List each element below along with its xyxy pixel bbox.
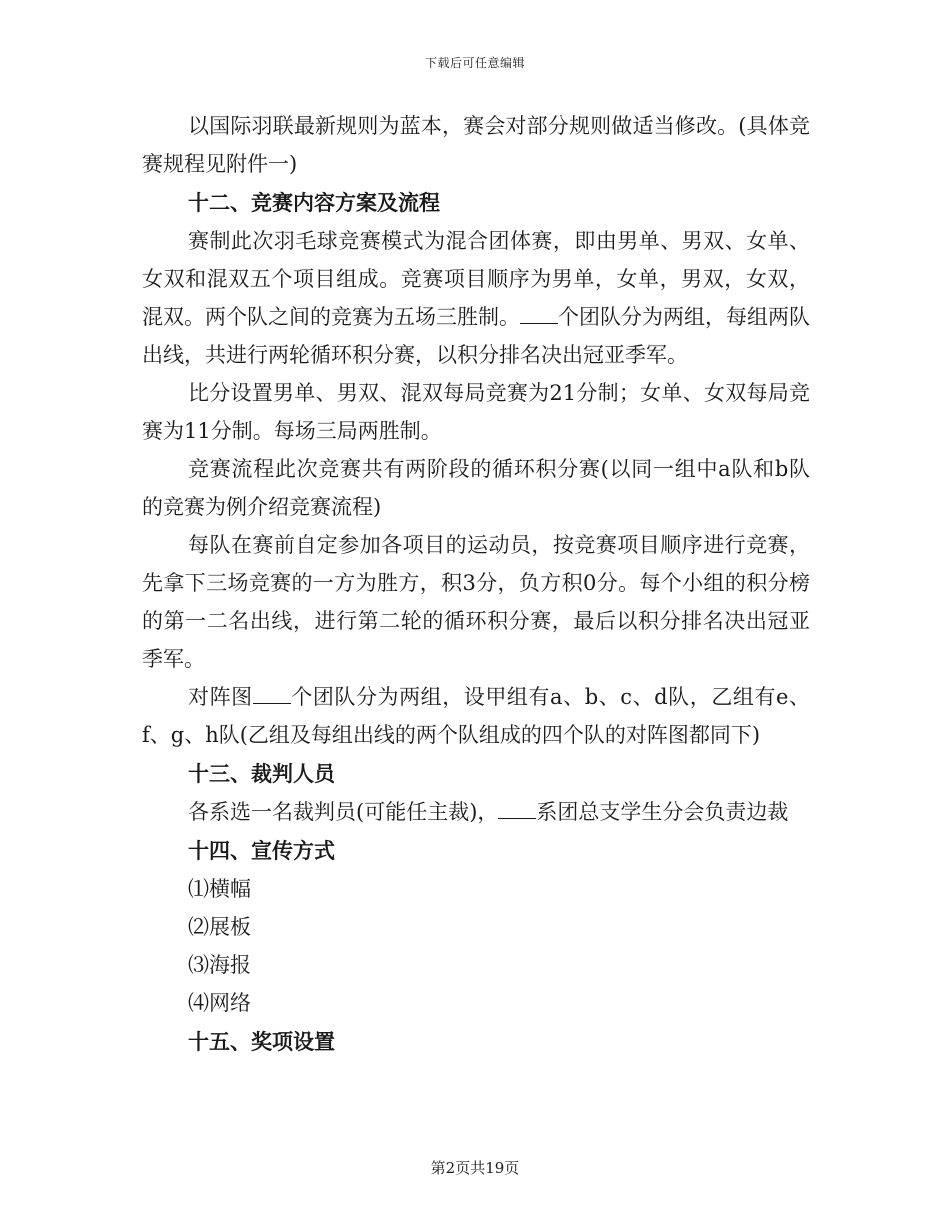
page-footer: 第2页共19页 xyxy=(430,1159,520,1177)
heading-text: 十四、宣传方式 xyxy=(188,838,335,863)
fill-in-blank xyxy=(498,818,536,819)
paragraph-text: 个团队分为两组，设甲组有a、b、c、d队，乙组有e、f、g、h队(乙组及每组出线的两个队组成的四个队的对阵图都同下) xyxy=(142,685,811,747)
paragraph-text: 赛制此次羽毛球竞赛模式为混合团体赛，即由男单、男双、女单、女双和混双五个项目组成。竞赛项目顺序为男单，女单，男双，女双，混双。两个队之间的竞赛为五场三胜制。 xyxy=(142,229,810,329)
paragraph-bracket xyxy=(142,678,810,754)
list-item-network xyxy=(142,984,810,1022)
fill-in-blank xyxy=(253,703,291,704)
list-item-text: ⑴横幅 xyxy=(188,877,251,901)
section-heading-13 xyxy=(142,755,810,793)
paragraph-process xyxy=(142,450,810,526)
section-heading-12 xyxy=(142,184,810,222)
paragraph-text: 系团总支学生分会负责边裁 xyxy=(536,800,789,824)
paragraph-text: 竞赛流程此次竞赛共有两阶段的循环积分赛(以同一组中a队和b队的竞赛为例介绍竞赛流程) xyxy=(142,457,810,519)
section-heading-14 xyxy=(142,832,810,870)
paragraph-text: 每队在赛前自定参加各项目的运动员，按竞赛项目顺序进行竞赛，先拿下三场竞赛的一方为胜方，积3分，负方积0分。每个小组的积分榜的第一二名出线，进行第二轮的循环积分赛，最后以积分排名决出冠亚季军。 xyxy=(142,533,810,671)
document-body xyxy=(142,107,810,1061)
heading-text: 十三、裁判人员 xyxy=(188,761,335,786)
paragraph-match-details xyxy=(142,526,810,678)
paragraph-text: 各系选一名裁判员(可能任主裁)， xyxy=(188,800,499,824)
section-heading-15 xyxy=(142,1023,810,1061)
list-item-banner xyxy=(142,870,810,908)
paragraph-rules xyxy=(142,107,810,183)
paragraph-text: 比分设置男单、男双、混双每局竞赛为21分制；女单、女双每局竞赛为11分制。每场三局两胜制。 xyxy=(142,381,810,443)
paragraph-format xyxy=(142,222,810,374)
list-item-text: ⑷网络 xyxy=(188,991,251,1015)
paragraph-referees xyxy=(142,793,810,831)
page-header: 下载后可任意编辑 xyxy=(424,56,525,70)
paragraph-text: 以国际羽联最新规则为蓝本，赛会对部分规则做适当修改。(具体竞赛规程见附件一) xyxy=(142,114,810,176)
list-item-display-board xyxy=(142,908,810,946)
list-item-text: ⑵展板 xyxy=(188,915,251,939)
heading-text: 十五、奖项设置 xyxy=(188,1029,335,1054)
heading-text: 十二、竞赛内容方案及流程 xyxy=(188,190,440,215)
list-item-poster xyxy=(142,946,810,984)
paragraph-scoring xyxy=(142,374,810,450)
list-item-text: ⑶海报 xyxy=(188,953,251,977)
fill-in-blank xyxy=(520,323,558,324)
paragraph-text: 对阵图 xyxy=(188,685,253,709)
paragraph-text: 个团队分为两组，每组两队出线，共进行两轮循环积分赛，以积分排名决出冠亚季军。 xyxy=(142,305,810,367)
